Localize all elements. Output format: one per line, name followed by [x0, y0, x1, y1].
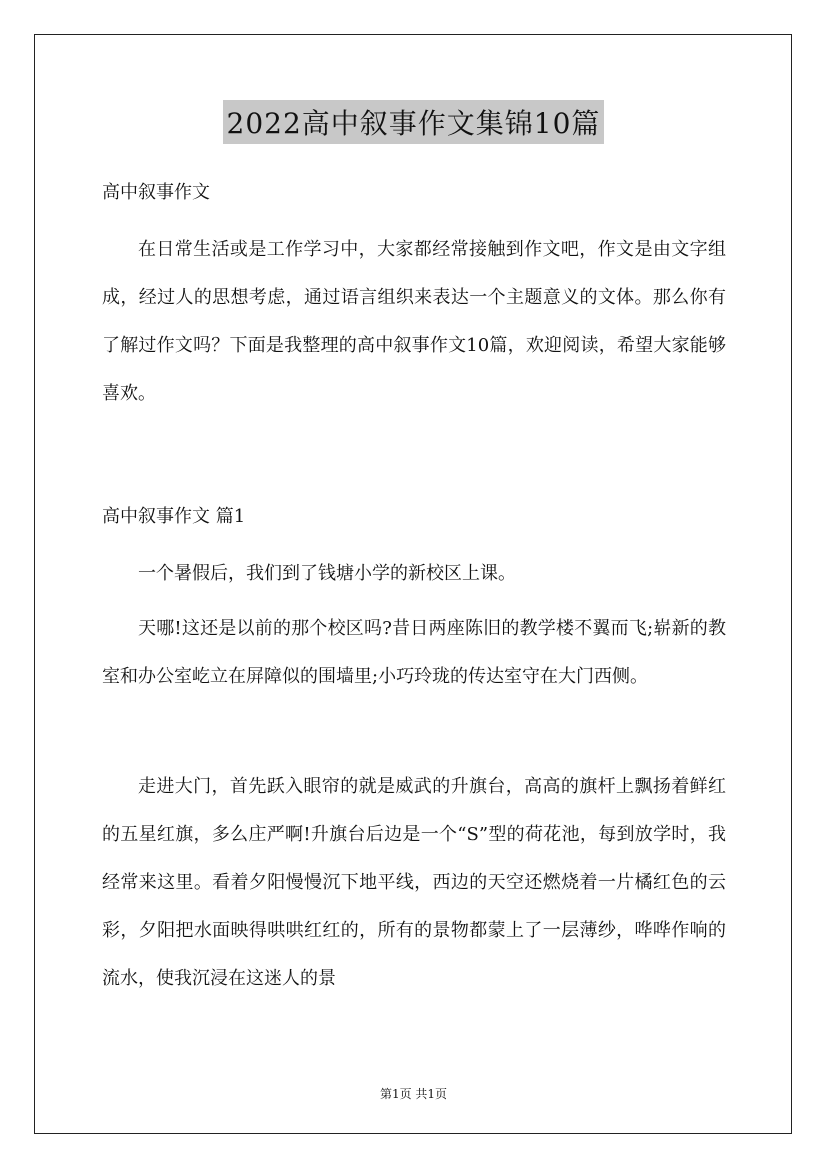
section-heading: 高中叙事作文 篇1	[102, 506, 246, 527]
intro-paragraph: 在日常生活或是工作学习中，大家都经常接触到作文吧，作文是由文字组成，经过人的思想考虑，通过语言组织来表达一个主题意义的文体。那么你有了解过作文吗？下面是我整理的高中叙事作文10篇，欢迎阅读，希望大家能够喜欢。	[102, 239, 726, 404]
page-footer: 第1页 共1页	[379, 1087, 448, 1101]
title-container	[0, 100, 827, 144]
paragraph-1: 一个暑假后，我们到了钱塘小学的新校区上课。	[138, 563, 516, 584]
paragraph-3: 走进大门，首先跃入眼帘的就是威武的升旗台，高高的旗杆上飘扬着鲜红的五星红旗，多么庄严啊!升旗台后边是一个“S”型的荷花池，每到放学时，我经常来这里。看着夕阳慢慢沉下地平线，西边的天空还燃烧着一片橘红色的云彩，夕阳把水面映得哄哄红红的，所有的景物都蒙上了一层薄纱，哗哗作响的流水，使我沉浸在这迷人的景	[102, 776, 726, 989]
document-title: 2022高中叙事作文集锦10篇	[223, 100, 605, 144]
intro-heading: 高中叙事作文	[102, 182, 210, 203]
paragraph-2: 天哪!这还是以前的那个校区吗?昔日两座陈旧的教学楼不翼而飞;崭新的教室和办公室屹立在屏障似的围墙里;小巧玲珑的传达室守在大门西侧。	[102, 618, 726, 687]
